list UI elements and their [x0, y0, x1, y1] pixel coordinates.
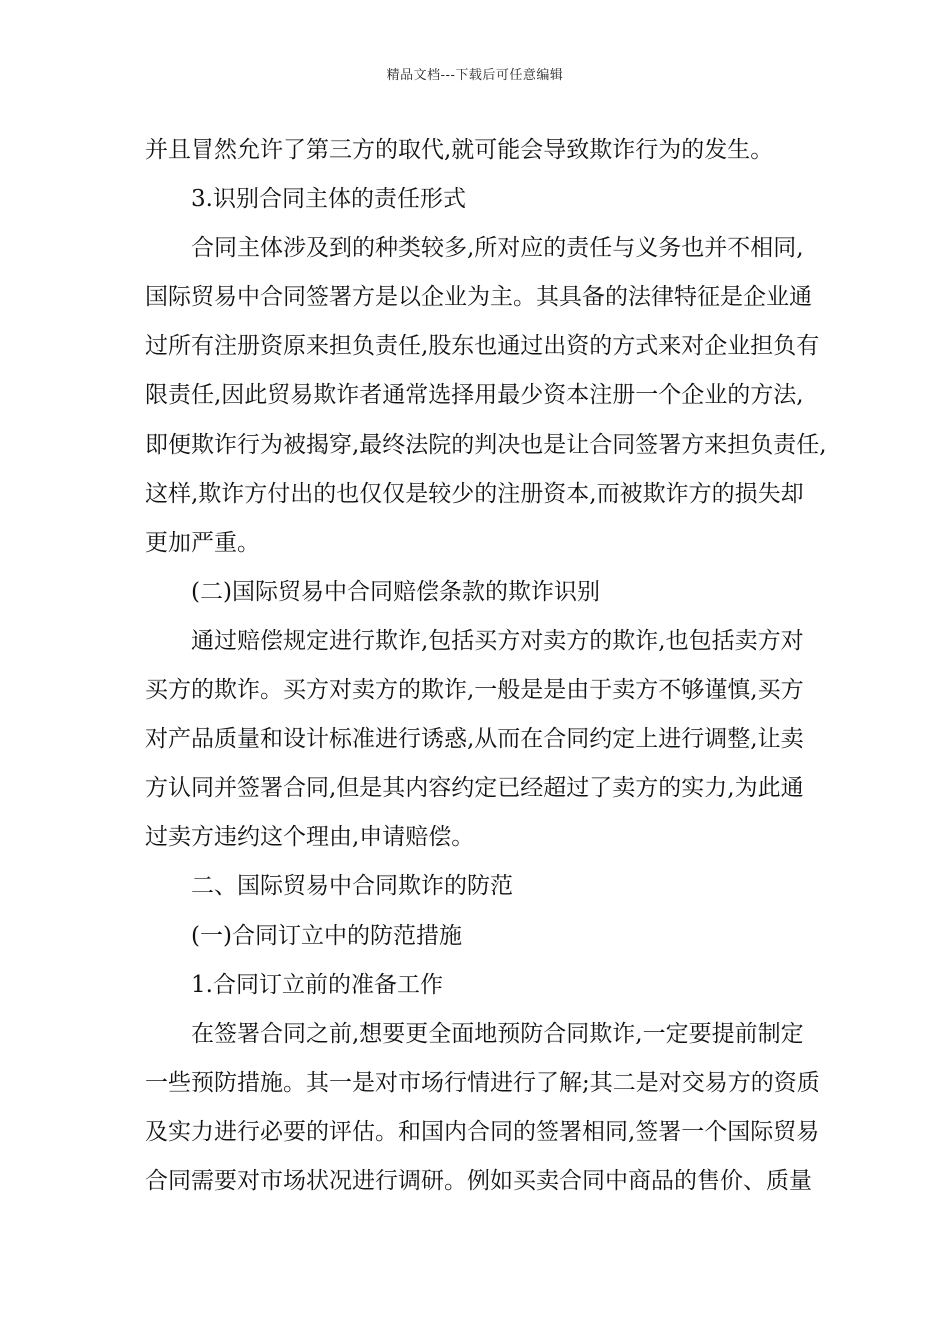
text-line: 即便欺诈行为被揭穿,最终法院的判决也是让合同签署方来担负责任, [145, 431, 827, 458]
text-line: 这样,欺诈方付出的也仅仅是较少的注册资本,而被欺诈方的损失却 [145, 480, 804, 507]
text-line: 国际贸易中合同签署方是以企业为主。其具备的法律特征是企业通 [145, 284, 812, 311]
text-line: 买方的欺诈。买方对卖方的欺诈,一般是是由于卖方不够谨慎,买方 [145, 677, 804, 704]
text-line: 方认同并签署合同,但是其内容约定已经超过了卖方的实力,为此通 [145, 775, 804, 802]
text-line: 合同主体涉及到的种类较多,所对应的责任与义务也并不相同, [191, 235, 804, 262]
text-line: 过所有注册资原来担负责任,股东也通过出资的方式来对企业担负有 [145, 333, 820, 360]
text-line: 合同需要对市场状况进行调研。例如买卖合同中商品的售价、质量 [145, 1167, 812, 1194]
text-line: 一些预防措施。其一是对市场行情进行了解;其二是对交易方的资质 [145, 1069, 820, 1096]
section-heading: (一)合同订立中的防范措施 [191, 922, 462, 949]
section-heading: 二、国际贸易中合同欺诈的防范 [191, 873, 513, 900]
text-line: 在签署合同之前,想要更全面地预防合同欺诈,一定要提前制定 [191, 1020, 804, 1047]
section-heading: 3.识别合同主体的责任形式 [191, 186, 466, 213]
text-line: 及实力进行必要的评估。和国内合同的签署相同,签署一个国际贸易 [145, 1118, 820, 1145]
text-line: 过卖方违约这个理由,申请赔偿。 [145, 824, 475, 851]
page-header: 精品文档---下载后可任意编辑 [386, 68, 564, 83]
text-line: 通过赔偿规定进行欺诈,包括买方对卖方的欺诈,也包括卖方对 [191, 627, 804, 654]
text-line: 对产品质量和设计标准进行诱惑,从而在合同约定上进行调整,让卖 [145, 726, 804, 753]
text-line: 更加严重。 [145, 529, 260, 556]
document-body [145, 126, 827, 1206]
section-heading: 1.合同订立前的准备工作 [191, 971, 443, 998]
text-line: 限责任,因此贸易欺诈者通常选择用最少资本注册一个企业的方法, [145, 382, 804, 409]
section-heading: (二)国际贸易中合同赔偿条款的欺诈识别 [191, 578, 600, 605]
text-line: 并且冒然允许了第三方的取代,就可能会导致欺诈行为的发生。 [145, 137, 774, 163]
